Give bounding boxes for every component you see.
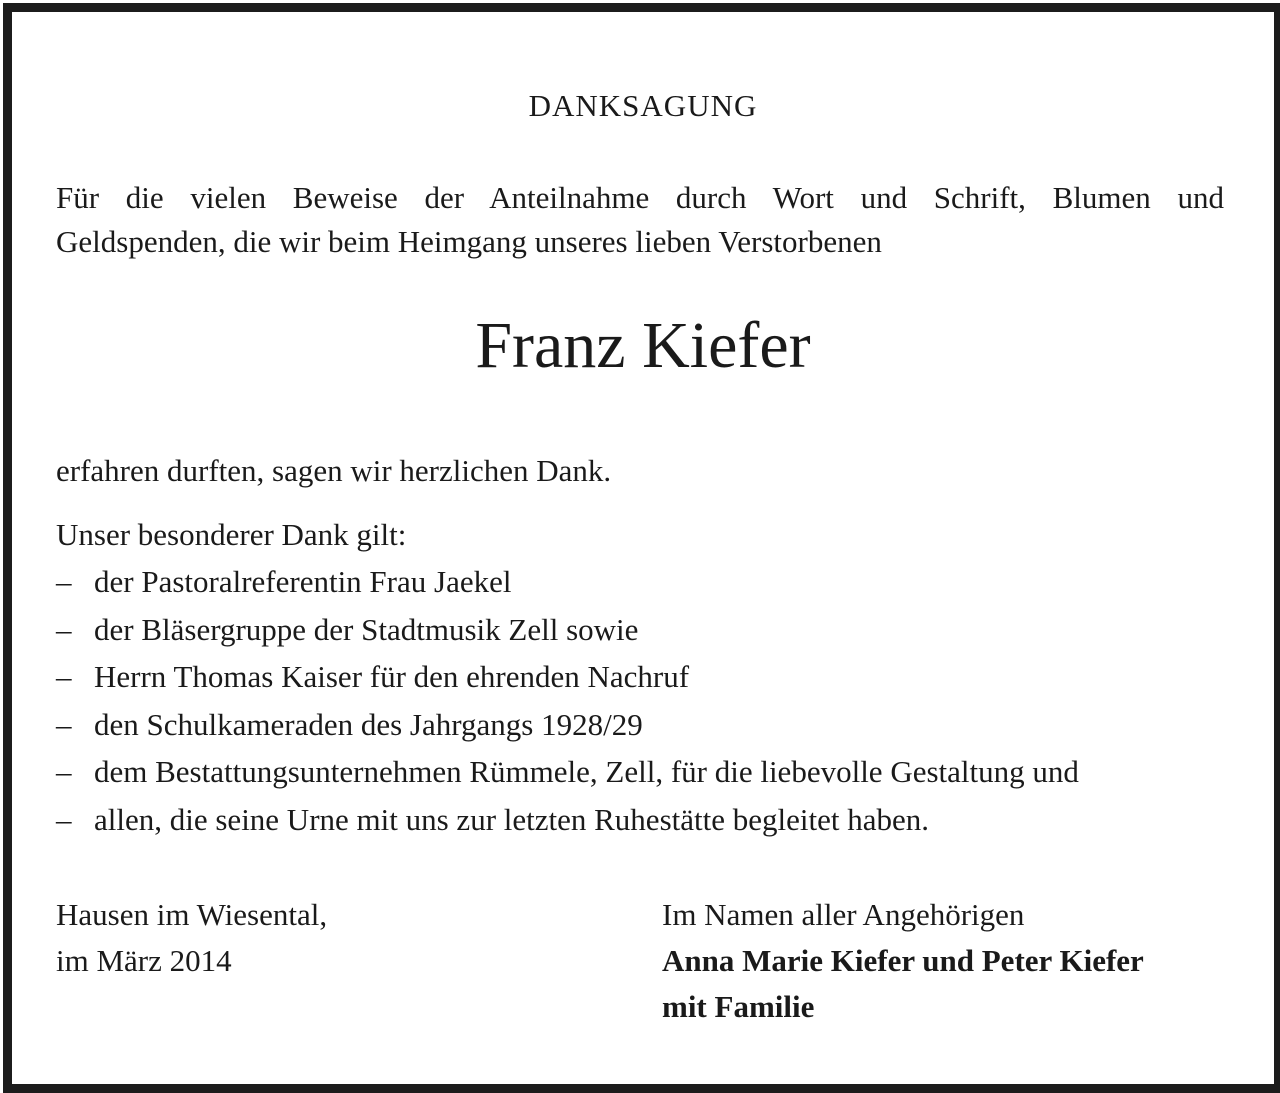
list-item bbox=[56, 564, 1079, 612]
signature-intro: Im Namen aller Angehörigen bbox=[662, 897, 1025, 932]
deceased-name: Franz Kiefer bbox=[475, 309, 811, 382]
list-dash: – bbox=[56, 754, 72, 789]
list-item bbox=[56, 754, 1079, 802]
signature-names: Anna Marie Kiefer und Peter Kiefer bbox=[662, 943, 1144, 978]
list-item bbox=[56, 612, 1079, 660]
list-item bbox=[56, 707, 1079, 755]
intro-line-2: Geldspenden, die wir beim Heimgang unseres lieben Verstorbenen bbox=[56, 224, 882, 259]
list-item-text: der Bläsergruppe der Stadtmusik Zell sowie bbox=[94, 611, 639, 647]
list-item-text: allen, die seine Urne mit uns zur letzten Ruhestätte begleitet haben. bbox=[94, 801, 929, 837]
list-item bbox=[56, 659, 1079, 707]
list-dash: – bbox=[56, 706, 72, 742]
date-line: im März 2014 bbox=[56, 943, 232, 978]
list-item-text: der Pastoralreferentin Frau Jaekel bbox=[94, 564, 512, 599]
signature-block bbox=[662, 892, 1144, 1030]
place-date bbox=[56, 892, 327, 984]
special-thanks-intro: Unser besonderer Dank gilt: bbox=[56, 517, 407, 552]
intro-paragraph bbox=[56, 176, 1224, 264]
list-item-text: dem Bestattungsunternehmen Rümmele, Zell, für die liebevolle Gestaltung und bbox=[94, 754, 1079, 789]
place-line: Hausen im Wiesental, bbox=[56, 897, 328, 932]
list-dash: – bbox=[56, 564, 72, 599]
list-dash: – bbox=[56, 611, 72, 647]
signature-family: mit Familie bbox=[662, 989, 815, 1024]
notice-heading: DANKSAGUNG bbox=[528, 88, 758, 123]
list-dash: – bbox=[56, 659, 72, 694]
list-item-text: den Schulkameraden des Jahrgangs 1928/29 bbox=[94, 706, 643, 742]
list-item-text: Herrn Thomas Kaiser für den ehrenden Nachruf bbox=[94, 659, 690, 694]
notice-frame bbox=[3, 3, 1280, 1093]
list-item bbox=[56, 802, 1079, 850]
special-thanks-list bbox=[56, 564, 1079, 849]
intro-line-1: Für die vielen Beweise der Anteilnahme durch Wort und Schrift, Blumen und bbox=[56, 180, 1224, 215]
closing-line: erfahren durften, sagen wir herzlichen Dank. bbox=[56, 453, 612, 488]
list-dash: – bbox=[56, 801, 72, 837]
